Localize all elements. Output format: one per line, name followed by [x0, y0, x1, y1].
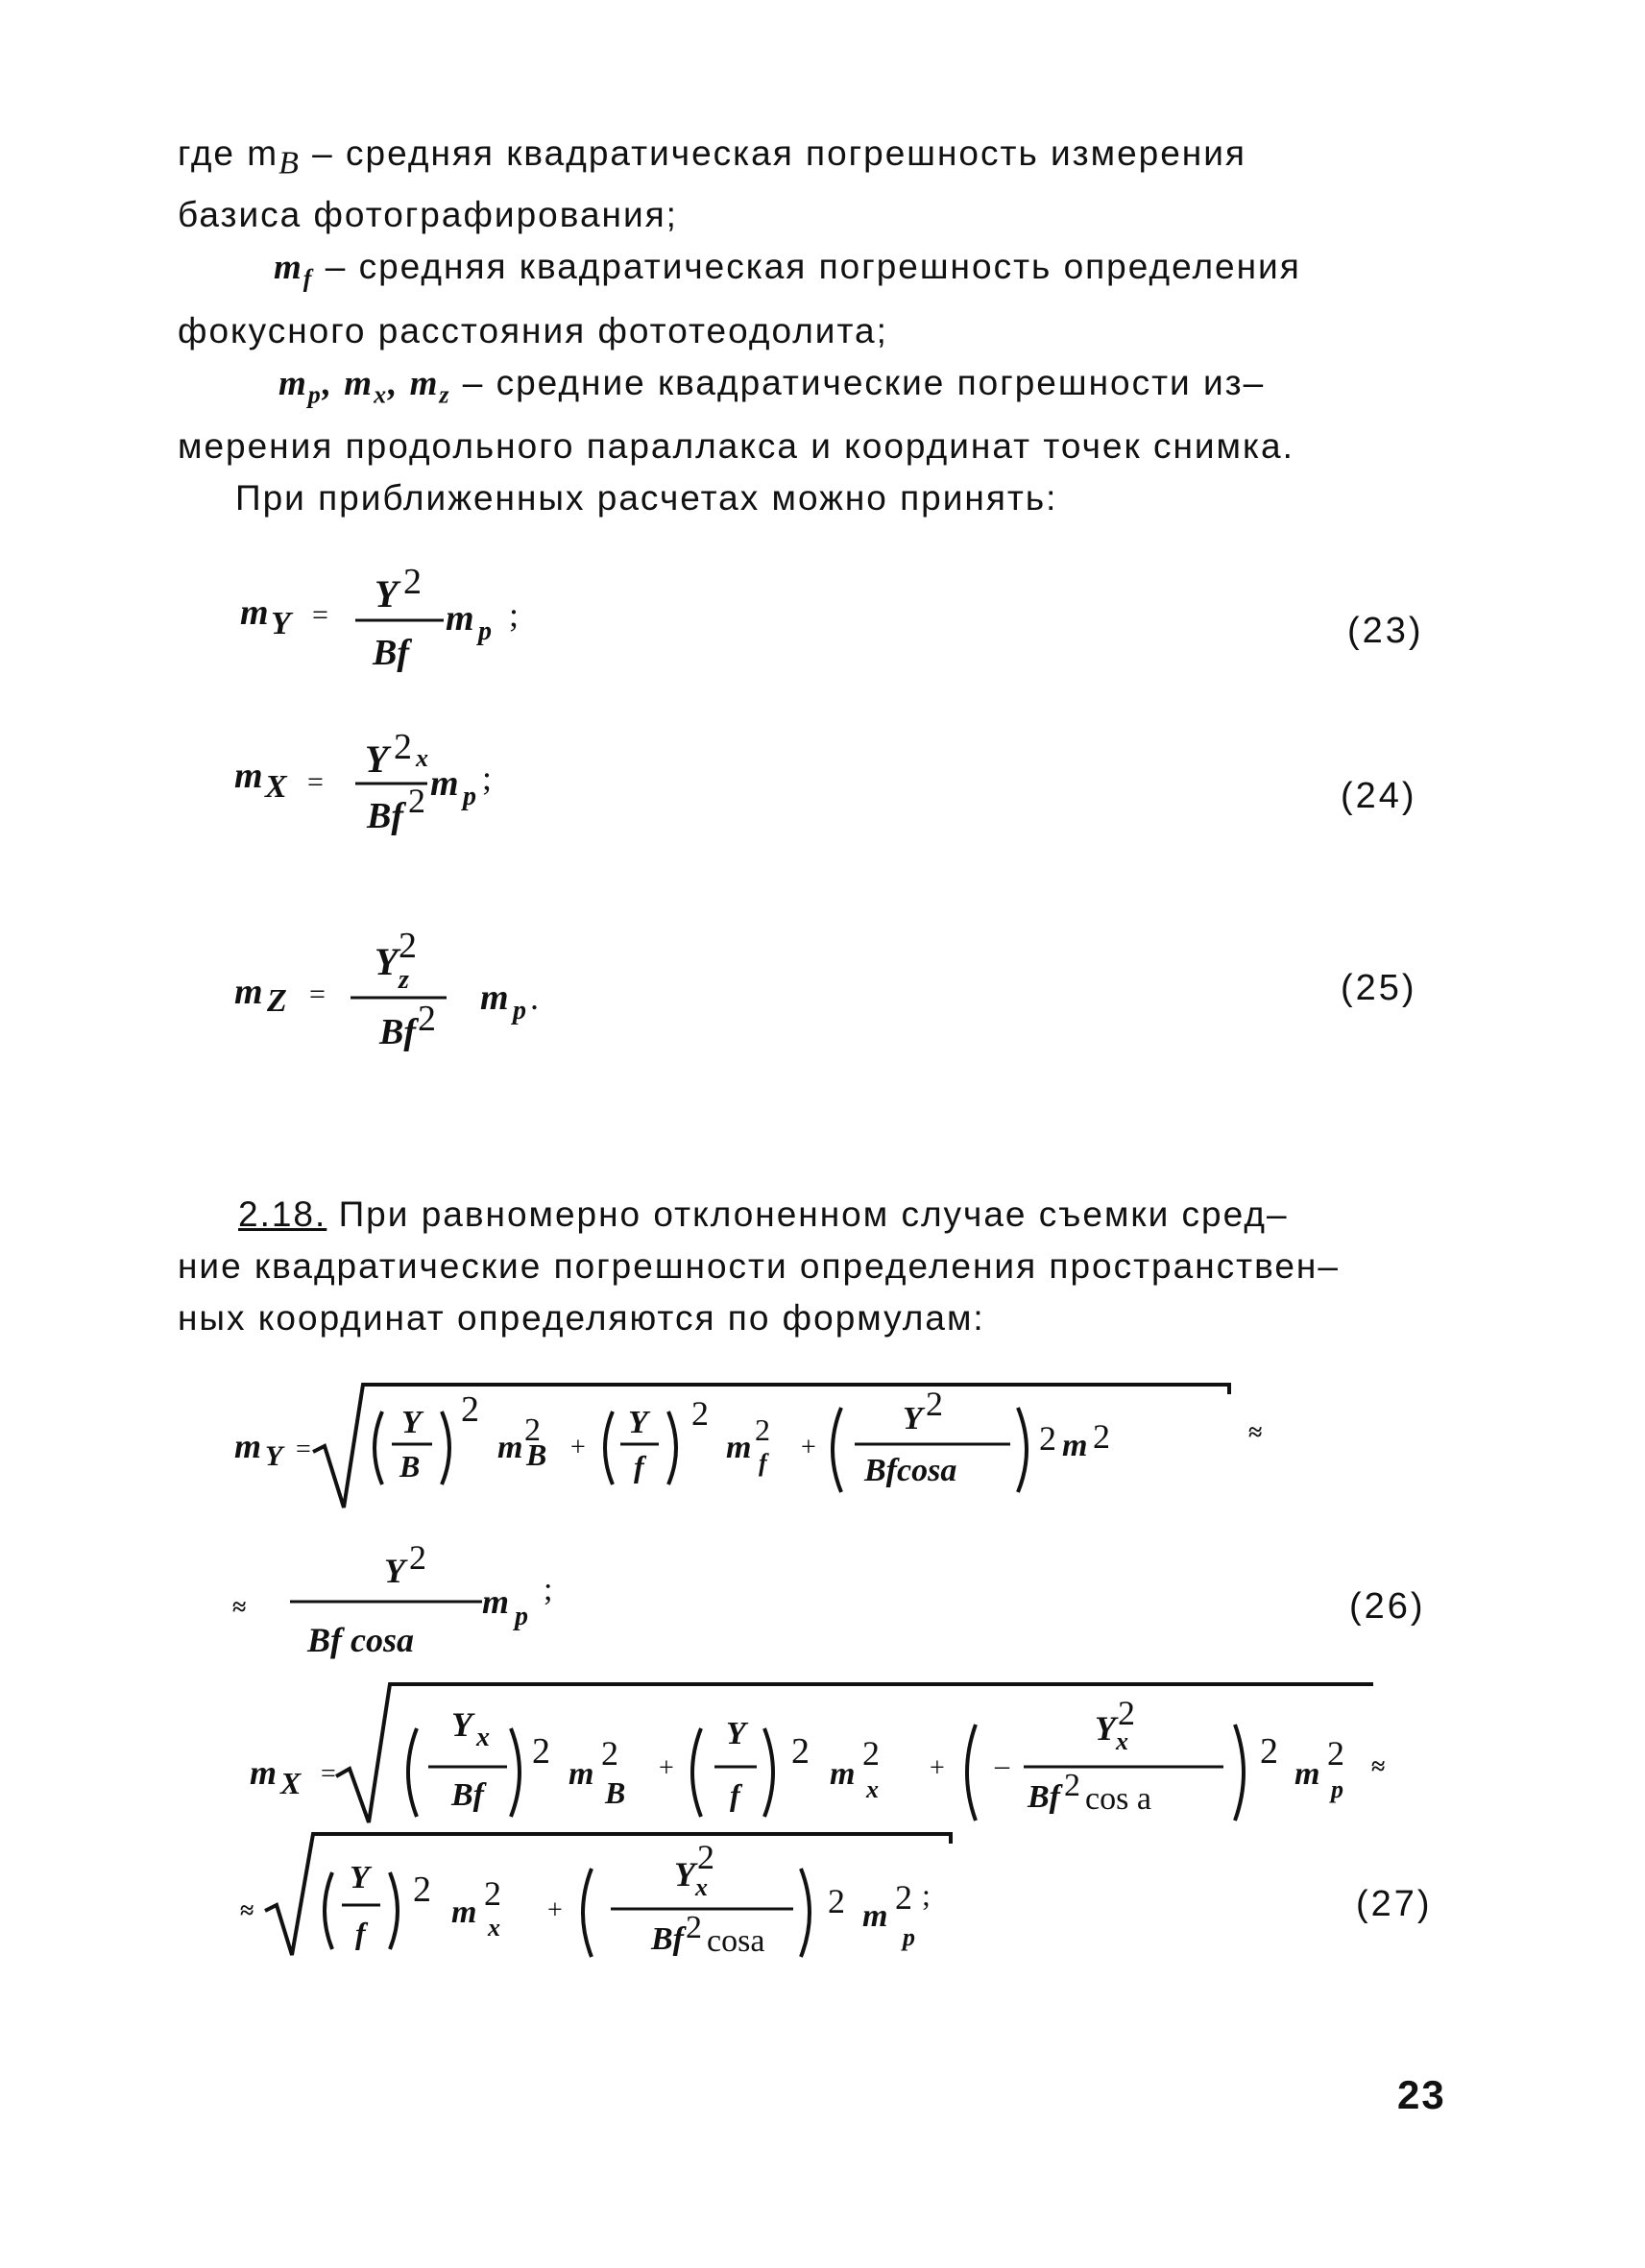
eq-denominator: B: [399, 1449, 421, 1484]
eq-power: 2: [1039, 1419, 1056, 1458]
symbol: m: [274, 248, 303, 288]
eq-denominator: Bf: [379, 1012, 416, 1052]
eq-subscript: x: [416, 744, 428, 772]
eq-subscript: p: [1331, 1775, 1343, 1803]
definition-line-2: базиса фотографирования;: [178, 195, 678, 235]
eq-symbol: m: [862, 1898, 888, 1934]
text-fragment: При равномерно отклоненном случае съемки сред–: [338, 1194, 1289, 1234]
left-paren: [375, 1411, 382, 1484]
left-paren: [325, 1872, 332, 1949]
eq-subscript: f: [759, 1449, 767, 1477]
eq-superscript: 2: [601, 1734, 618, 1773]
eq-denominator: f: [730, 1777, 740, 1812]
eq-numerator: Y: [375, 940, 399, 983]
symbol: m: [278, 363, 308, 403]
definition-line-7: При приближенных расчетах можно принять:: [235, 478, 1058, 519]
section-2-18-paragraph: [178, 1189, 1455, 1344]
eq-plus: +: [801, 1433, 816, 1462]
definition-line-4: фокусного расстояния фототеодолита;: [178, 310, 888, 350]
left-paren: [833, 1408, 841, 1492]
eq-superscript: 2: [418, 999, 436, 1039]
eq-numerator: Y: [451, 1705, 472, 1744]
eq-approx: ≈: [240, 1896, 254, 1924]
eq-numerator: Y: [628, 1405, 648, 1440]
eq-subscript: Y: [265, 1440, 283, 1472]
section-number: 2.18.: [238, 1194, 327, 1234]
eq-symbol: m: [1294, 1756, 1320, 1792]
eq-approx: ≈: [1371, 1752, 1386, 1780]
eq-symbol: m: [430, 763, 459, 804]
eq-power: 2: [532, 1731, 550, 1772]
formula-26: [230, 1373, 1364, 1690]
eq-superscript: 2: [399, 926, 417, 966]
right-paren: [764, 1728, 773, 1817]
definition-line-3: [178, 241, 1445, 304]
right-paren: [1235, 1725, 1244, 1821]
page-number: 23: [1397, 2072, 1446, 2117]
eq-plus: +: [547, 1895, 563, 1925]
eq-superscript: 2: [1064, 1768, 1080, 1803]
eq-denominator: Bf: [651, 1921, 684, 1957]
eq-denominator: cosa: [707, 1923, 765, 1959]
left-paren: [692, 1728, 701, 1817]
eq-denominator: f: [355, 1916, 366, 1950]
definition-line-5: [178, 357, 1445, 421]
text-fragment: – средняя квадратическая погрешность определения: [313, 247, 1301, 287]
subscript: z: [439, 380, 451, 409]
section-line-2: ние квадратические погрешности определения пространствен–: [178, 1246, 1340, 1286]
definitions-paragraph: [178, 128, 1445, 524]
left-paren: [967, 1725, 976, 1821]
eq-denominator: Bf: [451, 1777, 484, 1813]
symbol: , m: [322, 363, 375, 403]
eq-symbol: m: [497, 1430, 523, 1465]
eq-approx: ≈: [232, 1593, 247, 1621]
eq-numerator: Y: [903, 1401, 923, 1436]
eq-subscript: B: [605, 1775, 626, 1810]
eq-power: 2: [691, 1394, 709, 1433]
eq-subscript: p: [463, 782, 476, 811]
equation-number-26: (26): [1349, 1586, 1426, 1627]
eq-superscript: 2: [408, 782, 425, 820]
eq-symbol: m: [568, 1756, 594, 1792]
left-paren: [605, 1411, 613, 1484]
eq-punct: .: [530, 978, 539, 1017]
eq-superscript: 2: [926, 1385, 943, 1423]
eq-symbol: m: [830, 1756, 856, 1792]
eq-denominator: cos a: [1085, 1781, 1151, 1817]
eq-symbol: m: [240, 592, 269, 633]
eq-symbol: m: [482, 1582, 510, 1621]
eq-punct: ;: [482, 759, 493, 797]
eq-power: 2: [791, 1731, 810, 1772]
eq-numerator: Y: [384, 1552, 405, 1590]
eq-subscript: p: [903, 1923, 915, 1951]
equation-number-25: (25): [1341, 968, 1417, 1008]
eq-plus: +: [659, 1753, 674, 1783]
eq-subscript: x: [476, 1723, 490, 1752]
eq-superscript: 2: [895, 1878, 912, 1917]
definition-line-1: [178, 128, 1445, 189]
eq-numerator: Y: [674, 1855, 695, 1894]
eq-punct: ;: [922, 1877, 931, 1912]
equation-number-24: (24): [1341, 776, 1417, 816]
eq-subscript: z: [399, 965, 409, 995]
eq-subscript: Z: [267, 983, 287, 1019]
definition-line-6: мерения продольного параллакса и координат точек снимка.: [178, 426, 1294, 467]
eq-superscript: 2: [1093, 1417, 1110, 1456]
eq-superscript: 2: [697, 1838, 714, 1876]
eq-superscript: 2: [755, 1412, 770, 1447]
eq-subscript: x: [866, 1775, 879, 1803]
eq-symbol: m: [446, 598, 474, 639]
eq-power: 2: [461, 1389, 479, 1430]
eq-denominator: Bf: [367, 796, 403, 836]
eq-superscript: 2: [403, 562, 422, 602]
eq-power: 2: [1260, 1731, 1278, 1772]
eq-denominator: Bf cosa: [307, 1621, 414, 1659]
right-paren: [801, 1869, 810, 1957]
eq-equals: =: [296, 1435, 311, 1464]
radical-sign: [336, 1684, 1373, 1822]
eq-subscript: B: [526, 1437, 547, 1472]
eq-superscript: 2: [394, 727, 412, 767]
eq-plus: +: [930, 1753, 945, 1783]
eq-superscript: 2: [409, 1538, 426, 1577]
left-paren: [408, 1728, 417, 1817]
eq-symbol: m: [451, 1894, 477, 1930]
eq-approx: ≈: [1248, 1418, 1263, 1446]
eq-symbol: m: [726, 1430, 752, 1465]
subscript: x: [374, 380, 389, 409]
section-line-3: ных координат определяются по формулам:: [178, 1298, 985, 1338]
eq-power: 2: [828, 1882, 845, 1920]
eq-equals: =: [312, 599, 328, 631]
right-paren: [1018, 1408, 1027, 1492]
eq-superscript: 2: [484, 1874, 501, 1913]
eq-numerator: Y: [1095, 1709, 1116, 1748]
equation-23: [230, 557, 615, 691]
eq-punct: ;: [509, 595, 520, 634]
eq-minus: –: [995, 1749, 1009, 1781]
eq-numerator: Y: [726, 1716, 746, 1751]
eq-numerator: Y: [350, 1860, 370, 1895]
eq-subscript: x: [695, 1873, 708, 1901]
right-paren: [511, 1728, 520, 1817]
right-paren: [442, 1411, 449, 1484]
eq-superscript: 2: [524, 1412, 541, 1448]
equation-number-23: (23): [1347, 611, 1424, 651]
eq-subscript: x: [488, 1914, 500, 1942]
symbol: , m: [388, 363, 440, 403]
right-paren: [390, 1872, 398, 1949]
text-fragment: – средняя квадратическая погрешность измерения: [300, 133, 1246, 173]
eq-equals: =: [309, 978, 326, 1010]
eq-equals: =: [321, 1759, 336, 1789]
eq-subscript: x: [1116, 1727, 1128, 1755]
eq-superscript: 2: [1118, 1694, 1135, 1732]
eq-superscript: 2: [1327, 1734, 1344, 1773]
eq-denominator: Bf: [1028, 1779, 1060, 1815]
eq-subscript: p: [513, 996, 526, 1025]
eq-numerator: Y: [375, 572, 399, 615]
equation-number-27: (27): [1356, 1884, 1433, 1924]
eq-subscript: p: [478, 616, 492, 646]
eq-plus: +: [570, 1433, 586, 1462]
eq-punct: ;: [544, 1572, 553, 1607]
formula-27: [240, 1671, 1431, 1978]
text-fragment: – средние квадратические погрешности из–: [450, 362, 1266, 402]
equation-24: [230, 720, 615, 855]
eq-denominator: f: [634, 1449, 644, 1484]
subscript: p: [307, 380, 323, 409]
eq-subscript: X: [280, 1766, 302, 1800]
eq-symbol: m: [234, 972, 263, 1012]
eq-subscript: Y: [271, 606, 291, 641]
eq-subscript: X: [265, 769, 287, 805]
eq-denominator: Bf: [373, 633, 409, 673]
eq-numerator: Y: [365, 737, 389, 781]
section-line-1: [178, 1189, 1455, 1241]
eq-symbol: m: [234, 1427, 262, 1465]
eq-symbol: m: [480, 977, 509, 1018]
eq-symbol: m: [250, 1753, 278, 1792]
text-fragment: где m: [178, 133, 279, 173]
eq-superscript: 2: [686, 1910, 702, 1945]
eq-symbol: m: [234, 756, 263, 796]
eq-symbol: m: [1062, 1428, 1088, 1463]
eq-subscript: p: [515, 1602, 528, 1631]
left-paren: [583, 1869, 592, 1957]
eq-denominator: Bfcosa: [864, 1453, 957, 1488]
right-paren: [668, 1411, 676, 1484]
eq-numerator: Y: [401, 1405, 422, 1440]
eq-superscript: 2: [862, 1734, 880, 1773]
equation-25: [230, 917, 634, 1061]
subscript: B: [278, 145, 301, 181]
subscript: f: [302, 264, 314, 293]
eq-equals: =: [307, 766, 324, 798]
eq-power: 2: [413, 1870, 431, 1910]
